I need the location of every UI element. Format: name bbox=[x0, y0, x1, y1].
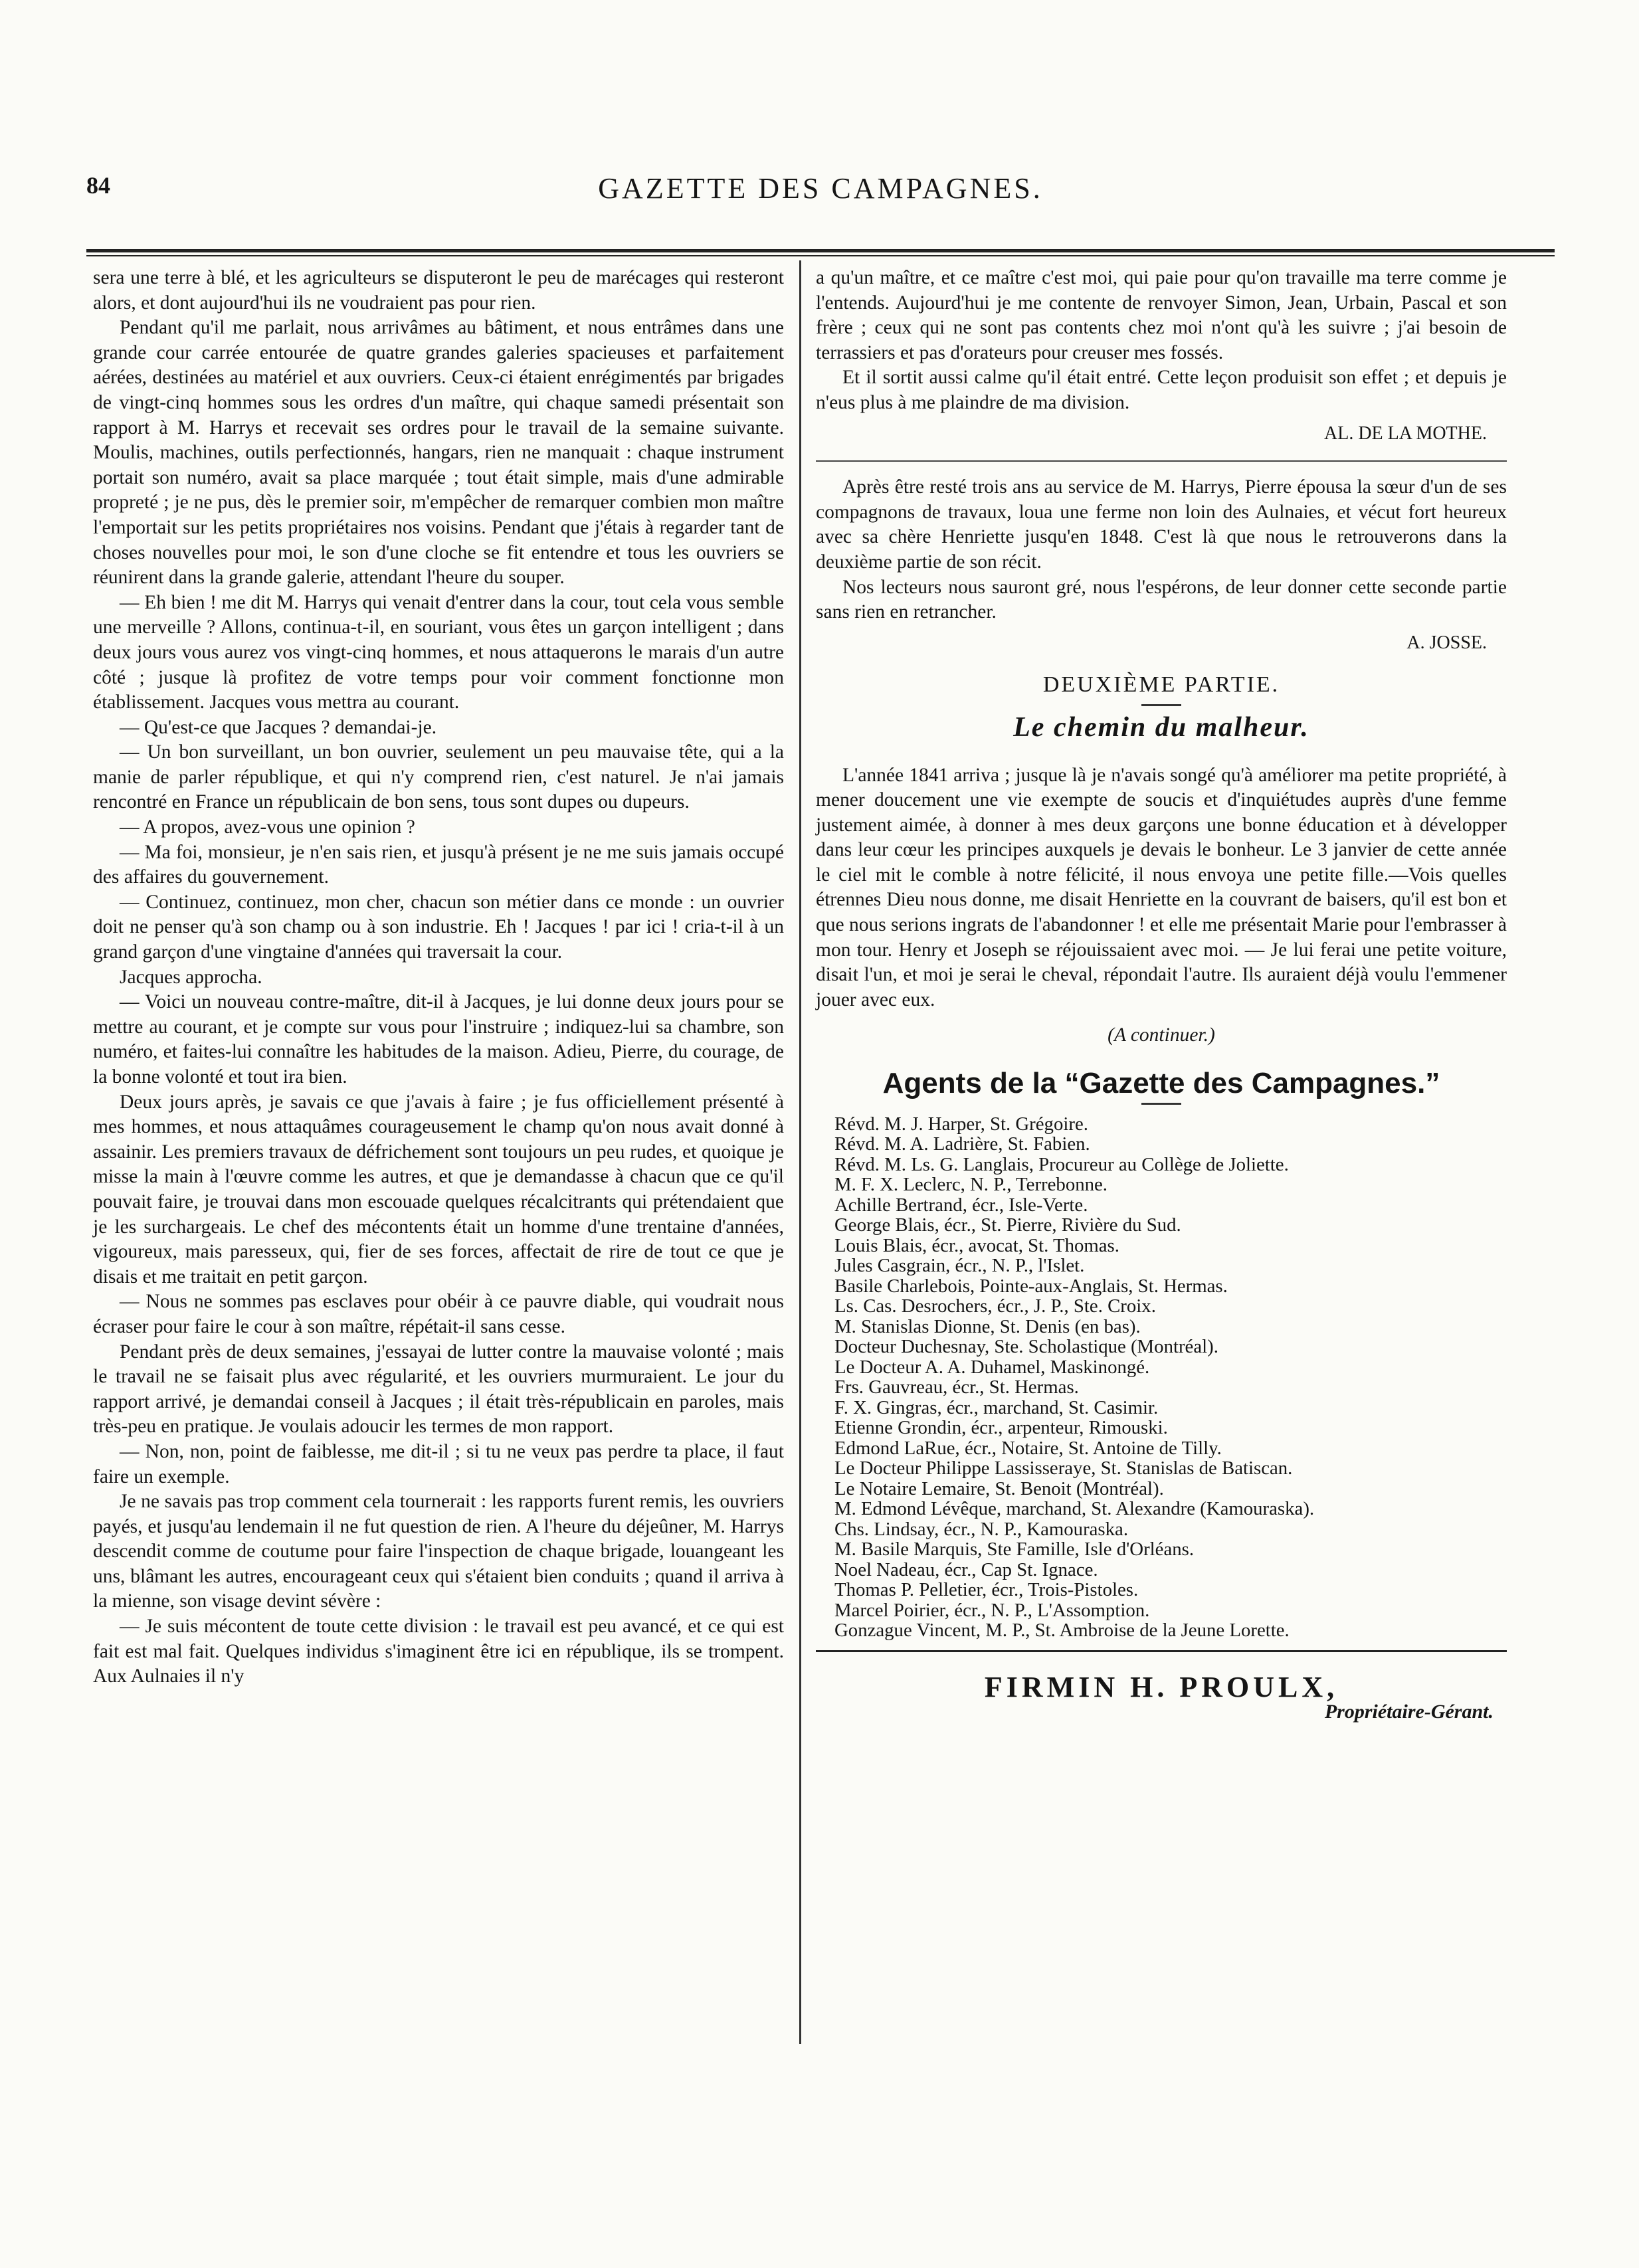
article-paragraph: a qu'un maître, et ce maître c'est moi, qui paie pour qu'on travaille ma terre comme je l'entends. Aujourd'hui je me contente de renvoyer Simon, Jean, Urbain, Pascal et son frère ; ceux qui ne sont pas contents chez moi n'ont qu'à les suivre ; j'ai besoin de terrassiers et pas d'orateurs pour creuser mes fossés. bbox=[816, 267, 1507, 363]
page-header bbox=[86, 171, 1555, 218]
agent-entry: Révd. M. Ls. G. Langlais, Procureur au Collège de Joliette. bbox=[834, 1153, 1289, 1175]
left-column bbox=[93, 266, 784, 1689]
agent-entry: M. Stanislas Dionne, St. Denis (en bas). bbox=[834, 1315, 1141, 1337]
agents-list bbox=[834, 1114, 1507, 1641]
page-number: 84 bbox=[86, 172, 110, 199]
article-paragraph: Et il sortit aussi calme qu'il était entré. Cette leçon produisit son effet ; et depuis je n'eus plus à me plaindre de ma division. bbox=[816, 367, 1507, 413]
article-paragraph: — Je suis mécontent de toute cette division : le travail est peu avancé, et ce qui est fait est mal fait. Quelques individus s'imaginent être ici en république, ils se trompent. Aux Aulnaies il n'y bbox=[93, 1616, 784, 1687]
agents-title: Agents de la “Gazette des Campagnes.” bbox=[882, 1067, 1440, 1100]
part-title: DEUXIÈME PARTIE. bbox=[1042, 672, 1280, 698]
header-rule-thin bbox=[86, 255, 1555, 256]
agent-entry: Etienne Grondin, écr., arpenteur, Rimouski. bbox=[834, 1417, 1168, 1439]
publisher-name: FIRMIN H. PROULX, bbox=[984, 1670, 1339, 1703]
article-paragraph: — Continuez, continuez, mon cher, chacun son métier dans ce monde : un ouvrier doit ne penser qu'à son champ ou à son industrie. Eh ! Jacques ! par ici ! cria-t-il à un grand garçon d'une vingtaine d'années qui traversait la cour. bbox=[93, 891, 784, 963]
chapter-title: Le chemin du malheur. bbox=[1013, 711, 1309, 743]
agent-entry: Noel Nadeau, écr., Cap St. Ignace. bbox=[834, 1559, 1098, 1580]
agent-entry: Thomas P. Pelletier, écr., Trois-Pistoles. bbox=[834, 1579, 1139, 1601]
article-paragraph: — A propos, avez-vous une opinion ? bbox=[120, 816, 415, 838]
article-paragraph: — Eh bien ! me dit M. Harrys qui venait d'entrer dans la cour, tout cela vous semble une merveille ? Allons, continua-t-il, en souriant, vous êtes un garçon intelligent ; dans deux jours vous aurez vos vingt-cinq hommes, et nous attaquerons le marais d'un autre côté ; jusque là profitez de votre temps pour voir comment fonctionne mon établissement. Jacques vous mettra au courant. bbox=[93, 591, 784, 713]
article-paragraph: — Un bon surveillant, un bon ouvrier, seulement un peu mauvaise tête, qui a la manie de parler république, et qui n'y comprend rien, c'est naturel. Je n'ai jamais rencontré en France un républicain de bon sens, tous sont dupes ou dupeurs. bbox=[93, 741, 784, 813]
agent-entry: Jules Casgrain, écr., N. P., l'Islet. bbox=[834, 1255, 1085, 1277]
agent-entry: Basile Charlebois, Pointe-aux-Anglais, St. Hermas. bbox=[834, 1275, 1228, 1297]
agent-entry: Edmond LaRue, écr., Notaire, St. Antoine de Tilly. bbox=[834, 1437, 1222, 1459]
article-paragraph: — Nous ne sommes pas esclaves pour obéir à ce pauvre diable, qui voudrait nous écraser pour faire le cour à son maître, répétait-il sans cesse. bbox=[93, 1291, 784, 1337]
agent-entry: Louis Blais, écr., avocat, St. Thomas. bbox=[834, 1234, 1119, 1256]
article-paragraph: Pendant qu'il me parlait, nous arrivâmes au bâtiment, et nous entrâmes dans une grande cour carrée entourée de quatre grandes galeries spacieuses et parfaitement aérées, destinées au matériel et aux ouvriers. Ceux-ci étaient enrégimentés par brigades de vingt-cinq hommes sous les ordres d'un maître, qui chaque samedi présentait son rapport à M. Harrys et recevait ses ordres pour le travail de la semaine suivante. Moulis, machines, outils perfectionnés, hangars, rien ne manquait : chaque instrument portait son numéro, avait sa place marquée ; tout était simple, mais d'une admirable propreté ; je ne pus, dès le premier soir, m'empêcher de remarquer combien mon maître l'emportait sur les petits propriétaires nos voisins. Pendant que j'étais à regarder tant de choses nouvelles pour moi, le son d'une cloche se fit entendre et tous les ouvriers se réunirent dans la grande galerie, attendant l'heure du souper. bbox=[93, 317, 784, 589]
agent-entry: M. Basile Marquis, Ste Famille, Isle d'Orléans. bbox=[834, 1539, 1195, 1560]
article-paragraph: Jacques approcha. bbox=[120, 966, 262, 988]
agent-entry: Gonzague Vincent, M. P., St. Ambroise de la Jeune Lorette. bbox=[834, 1620, 1290, 1642]
column-divider bbox=[799, 260, 801, 2044]
agent-entry: Le Docteur A. A. Duhamel, Maskinongé. bbox=[834, 1356, 1150, 1378]
agent-entry: Révd. M. A. Ladrière, St. Fabien. bbox=[834, 1133, 1090, 1155]
article-paragraph: — Non, non, point de faiblesse, me dit-il ; si tu ne veux pas perdre ta place, il faut faire un exemple. bbox=[93, 1440, 784, 1487]
article-paragraph: — Qu'est-ce que Jacques ? demandai-je. bbox=[120, 716, 437, 738]
agent-entry: F. X. Gingras, écr., marchand, St. Casimir. bbox=[834, 1396, 1159, 1418]
editor-note: Après être resté trois ans au service de M. Harrys, Pierre épousa la sœur d'un de ses compagnons de travaux, loua une ferme non loin des Aulnaies, et vécut fort heureux avec sa chère Henriette jusqu'en 1848. C'est là que nous le retrouverons dans la deuxième partie de son récit. bbox=[816, 476, 1507, 573]
agent-entry: Marcel Poirier, écr., N. P., L'Assomption. bbox=[834, 1599, 1150, 1621]
agent-entry: Révd. M. J. Harper, St. Grégoire. bbox=[834, 1113, 1088, 1135]
editor-signature: A. JOSSE. bbox=[1406, 632, 1487, 653]
agent-entry: Le Docteur Philippe Lassisseraye, St. Stanislas de Batiscan. bbox=[834, 1458, 1293, 1479]
agent-entry: M. F. X. Leclerc, N. P., Terrebonne. bbox=[834, 1174, 1108, 1196]
article-paragraph: Deux jours après, je savais ce que j'avais à faire ; je fus officiellement présenté à mes hommes, et nous attaquâmes courageusement le champ qu'on nous avait donné à assainir. Les premiers travaux de défrichement sont toujours un peu rudes, et quoique je misse la main à l'œuvre comme les autres, et que je demandasse à chacun que ce qu'il pouvait faire, je trouvai dans mon escouade quelques récalcitrants qui prétendaient que je les surchargeais. Le chef des mécontents était un homme d'une trentaine d'années, vigoureux, mais paresseux, qui, fier de ses forces, affectait de rire de tout ce que je disais et me traitait en petit garçon. bbox=[93, 1091, 784, 1287]
paper-title: GAZETTE DES CAMPAGNES. bbox=[598, 172, 1043, 205]
short-rule bbox=[1141, 704, 1181, 706]
article-paragraph: — Voici un nouveau contre-maître, dit-il à Jacques, je lui donne deux jours pour se mettre au courant, et je compte sur vous pour l'instruire ; indiquez-lui sa chambre, son numéro, et faites-lui connaître les habitudes de la maison. Adieu, Pierre, du courage, de la bonne volonté et tout ira bien. bbox=[93, 991, 784, 1087]
article-paragraph: Pendant près de deux semaines, j'essayai de lutter contre la mauvaise volonté ; mais le travail ne se faisait plus avec régularité, et les ouvriers murmuraient. Le jour du rapport arrivé, je demandai conseil à Jacques ; il était très-républicain en paroles, mais très-peu en pratique. Je voulais adoucir les termes de mon rapport. bbox=[93, 1341, 784, 1438]
short-rule bbox=[1141, 1103, 1181, 1105]
footer-rule bbox=[816, 1650, 1507, 1652]
publisher-role: Propriétaire-Gérant. bbox=[1324, 1701, 1494, 1723]
agent-entry: Frs. Gauvreau, écr., St. Hermas. bbox=[834, 1376, 1079, 1398]
author-signature: AL. DE LA MOTHE. bbox=[1324, 423, 1487, 444]
agent-entry: Achille Bertrand, écr., Isle-Verte. bbox=[834, 1194, 1088, 1216]
article-paragraph: Je ne savais pas trop comment cela tournerait : les rapports furent remis, les ouvriers payés, et jusqu'au lendemain il ne fut question de rien. A l'heure du déjeûner, M. Harrys descendit comme de coutume pour faire l'inspection de chaque brigade, louangeant les uns, blâmant les autres, encourageant ceux qui s'étaient bien conduits ; quand il arriva à la mienne, son visage devint sévère : bbox=[93, 1491, 784, 1612]
agent-entry: M. Edmond Lévêque, marchand, St. Alexandre (Kamouraska). bbox=[834, 1498, 1315, 1520]
agent-entry: Docteur Duchesnay, Ste. Scholastique (Montréal). bbox=[834, 1336, 1218, 1358]
right-column bbox=[816, 266, 1507, 1725]
article-paragraph: — Ma foi, monsieur, je n'en sais rien, et jusqu'à présent je ne me suis jamais occupé des affaires du gouvernement. bbox=[93, 841, 784, 888]
agent-entry: George Blais, écr., St. Pierre, Rivière du Sud. bbox=[834, 1214, 1181, 1236]
section-separator bbox=[816, 460, 1507, 462]
agent-entry: Ls. Cas. Desrochers, écr., J. P., Ste. Croix. bbox=[834, 1295, 1156, 1317]
article-paragraph: sera une terre à blé, et les agriculteurs se disputeront le peu de marécages qui resteront alors, et dont aujourd'hui ils ne voudraient pas pour rien. bbox=[93, 267, 784, 314]
editor-note: Nos lecteurs nous sauront gré, nous l'espérons, de leur donner cette seconde partie sans rien en retrancher. bbox=[816, 576, 1507, 623]
header-rule-thick bbox=[86, 249, 1555, 252]
continued-note: (A continuer.) bbox=[1108, 1024, 1215, 1046]
article-paragraph: L'année 1841 arriva ; jusque là je n'avais songé qu'à améliorer ma petite propriété, à mener doucement une vie exempte de soucis et d'inquiétudes auprès d'une femme justement aimée, à donner à mes deux garçons une bonne éducation et à développer dans leur cœur les principes auxquels je devais le bonheur. Le 3 janvier de cette année le ciel mit le comble à notre félicité, il nous envoya une petite fille.—Vois quelles étrennes Dieu nous donne, me disait Henriette en la couvrant de baisers, qu'il est bon et que nous serions ingrats de l'abandonner ! et elle me présentait Marie pour l'embrasser à mon tour. Henry et Joseph se réjouissaient avec moi. — Je lui ferai une petite voiture, disait l'un, et moi je serai le cheval, répondait l'autre. Ils auraient déjà voulu l'emmener jouer avec eux. bbox=[816, 764, 1507, 1010]
agent-entry: Le Notaire Lemaire, St. Benoit (Montréal). bbox=[834, 1477, 1164, 1499]
agent-entry: Chs. Lindsay, écr., N. P., Kamouraska. bbox=[834, 1518, 1129, 1540]
